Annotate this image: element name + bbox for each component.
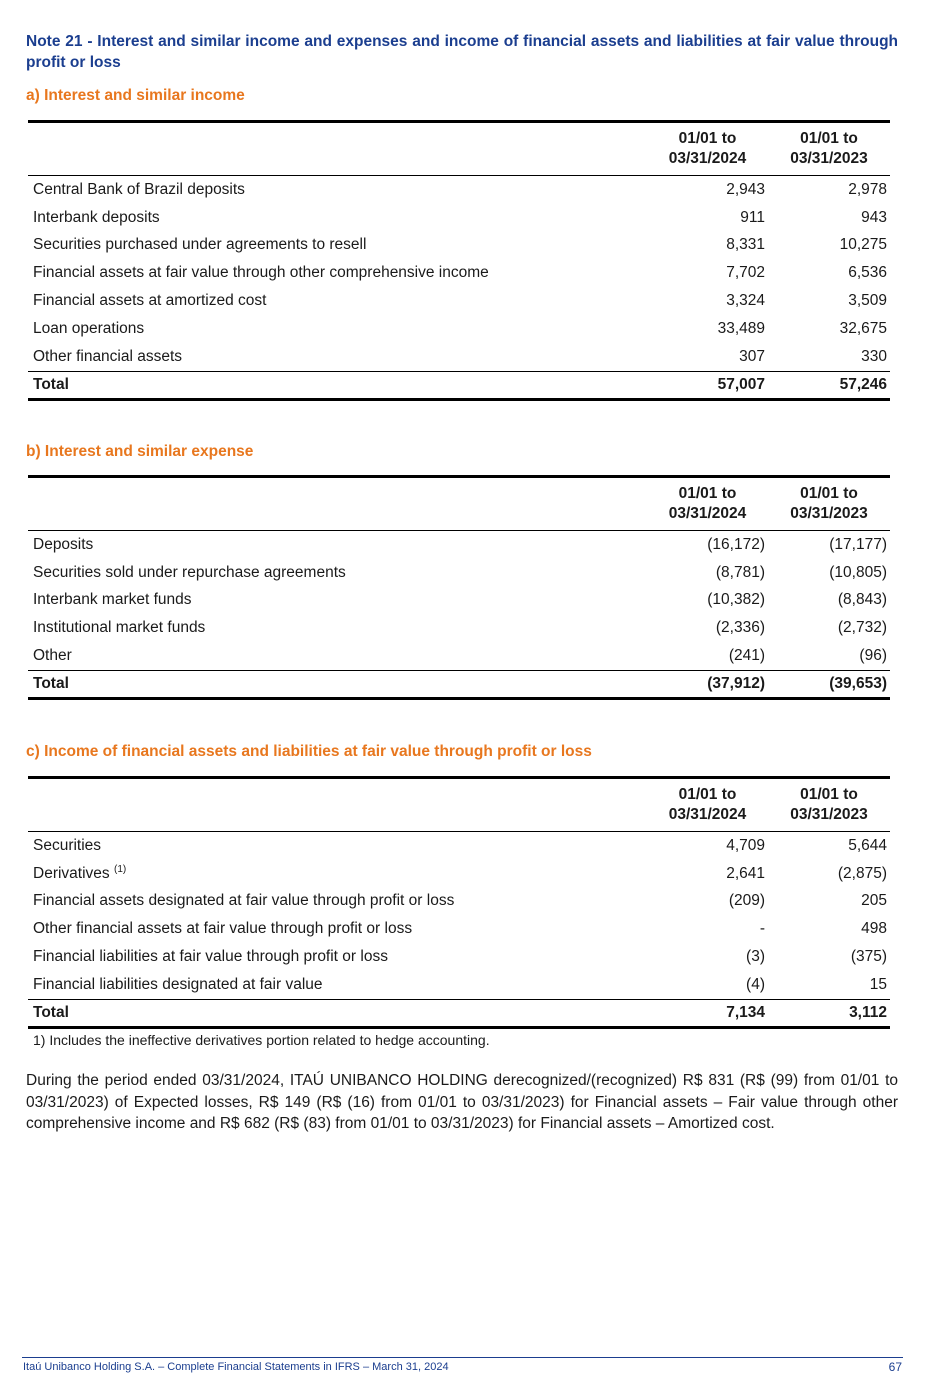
table-row: Financial assets at fair value through other comprehensive income 7,702 6,536 xyxy=(33,264,887,282)
total-row: Total (37,912) (39,653) xyxy=(28,670,890,698)
section-b-title: b) Interest and similar expense xyxy=(26,443,254,460)
header-period-2024: 01/01 to 03/31/2024 xyxy=(668,485,747,522)
header-label-cell xyxy=(28,477,647,531)
interest-expense-table xyxy=(28,475,890,700)
header-label-cell xyxy=(28,778,647,832)
note-title: Note 21 - Interest and similar income and expenses and income of financial assets and liabilities at fair value through profit or loss xyxy=(26,33,898,71)
table-header-row xyxy=(28,778,890,832)
table-row: Interbank deposits 911 943 xyxy=(33,208,887,226)
fair-value-income-table xyxy=(28,776,890,1029)
table-row: Derivatives $^{(1)}$ 2,641 (2,875) xyxy=(33,863,887,882)
header-period-2023: 01/01 to 03/31/2023 xyxy=(790,786,868,823)
table-row: Loan operations 33,489 32,675 xyxy=(33,319,887,337)
header-period-2023: 01/01 to 03/31/2023 xyxy=(790,130,868,167)
section-c-title: c) Income of financial assets and liabilities at fair value through profit or loss xyxy=(26,743,592,760)
header-period-2024: 01/01 to 03/31/2024 xyxy=(668,130,747,167)
table-header-row xyxy=(28,122,890,176)
table-row: Other financial assets at fair value through profit or loss - 498 xyxy=(33,920,887,938)
header-period-2023: 01/01 to 03/31/2023 xyxy=(790,485,868,522)
table-row: Financial liabilities at fair value through profit or loss (3) (375) xyxy=(33,948,887,966)
footnote-marker: (1) xyxy=(113,863,127,875)
footnote: 1) Includes the ineffective derivatives portion related to hedge accounting. xyxy=(33,1032,490,1048)
table-row: Securities sold under repurchase agreements (8,781) (10,805) xyxy=(33,563,887,581)
total-row: Total 57,007 57,246 xyxy=(28,371,890,399)
table-row: Central Bank of Brazil deposits 2,943 2,978 xyxy=(33,180,887,198)
table-row: Other (241) (96) xyxy=(33,647,887,665)
table-row: Securities 4,709 5,644 xyxy=(33,836,887,854)
footer-text: Itaú Unibanco Holding S.A. – Complete Financial Statements in IFRS – March 31, 2024 xyxy=(23,1361,449,1373)
total-row: Total 7,134 3,112 xyxy=(28,999,890,1027)
header-label-cell xyxy=(28,122,647,176)
table-row: Financial liabilities designated at fair value (4) 15 xyxy=(33,975,887,993)
table-row: Interbank market funds (10,382) (8,843) xyxy=(33,591,887,609)
table-row: Other financial assets 307 330 xyxy=(33,347,887,365)
interest-income-table xyxy=(28,120,890,401)
table-row: Institutional market funds (2,336) (2,732) xyxy=(33,619,887,637)
table-row: Deposits (16,172) (17,177) xyxy=(33,535,887,553)
section-a-title: a) Interest and similar income xyxy=(26,87,245,104)
table-row: Financial assets designated at fair value through profit or loss (209) 205 xyxy=(33,892,887,910)
table-row: Securities purchased under agreements to resell 8,331 10,275 xyxy=(33,236,887,254)
footer-divider xyxy=(22,1357,903,1358)
table-row: Financial assets at amortized cost 3,324 3,509 xyxy=(33,292,887,310)
page-number: 67 xyxy=(888,1360,902,1374)
table-header-row xyxy=(28,477,890,531)
header-period-2024: 01/01 to 03/31/2024 xyxy=(668,786,747,823)
expected-losses-paragraph: During the period ended 03/31/2024, ITAÚ UNIBANCO HOLDING derecognized/(recognized) R$ 831 (R$ (99) from 01/01 to 03/31/2023) of Expected losses, R$ 149 (R$ (16) from 01/01 to 03/31/2023) for Financial assets – Fair value through other comprehensive income and R$ 682 (R$ (83) from 01/01 to 03/31/2023) for Financial assets – Amortized cost. xyxy=(26,1072,898,1132)
